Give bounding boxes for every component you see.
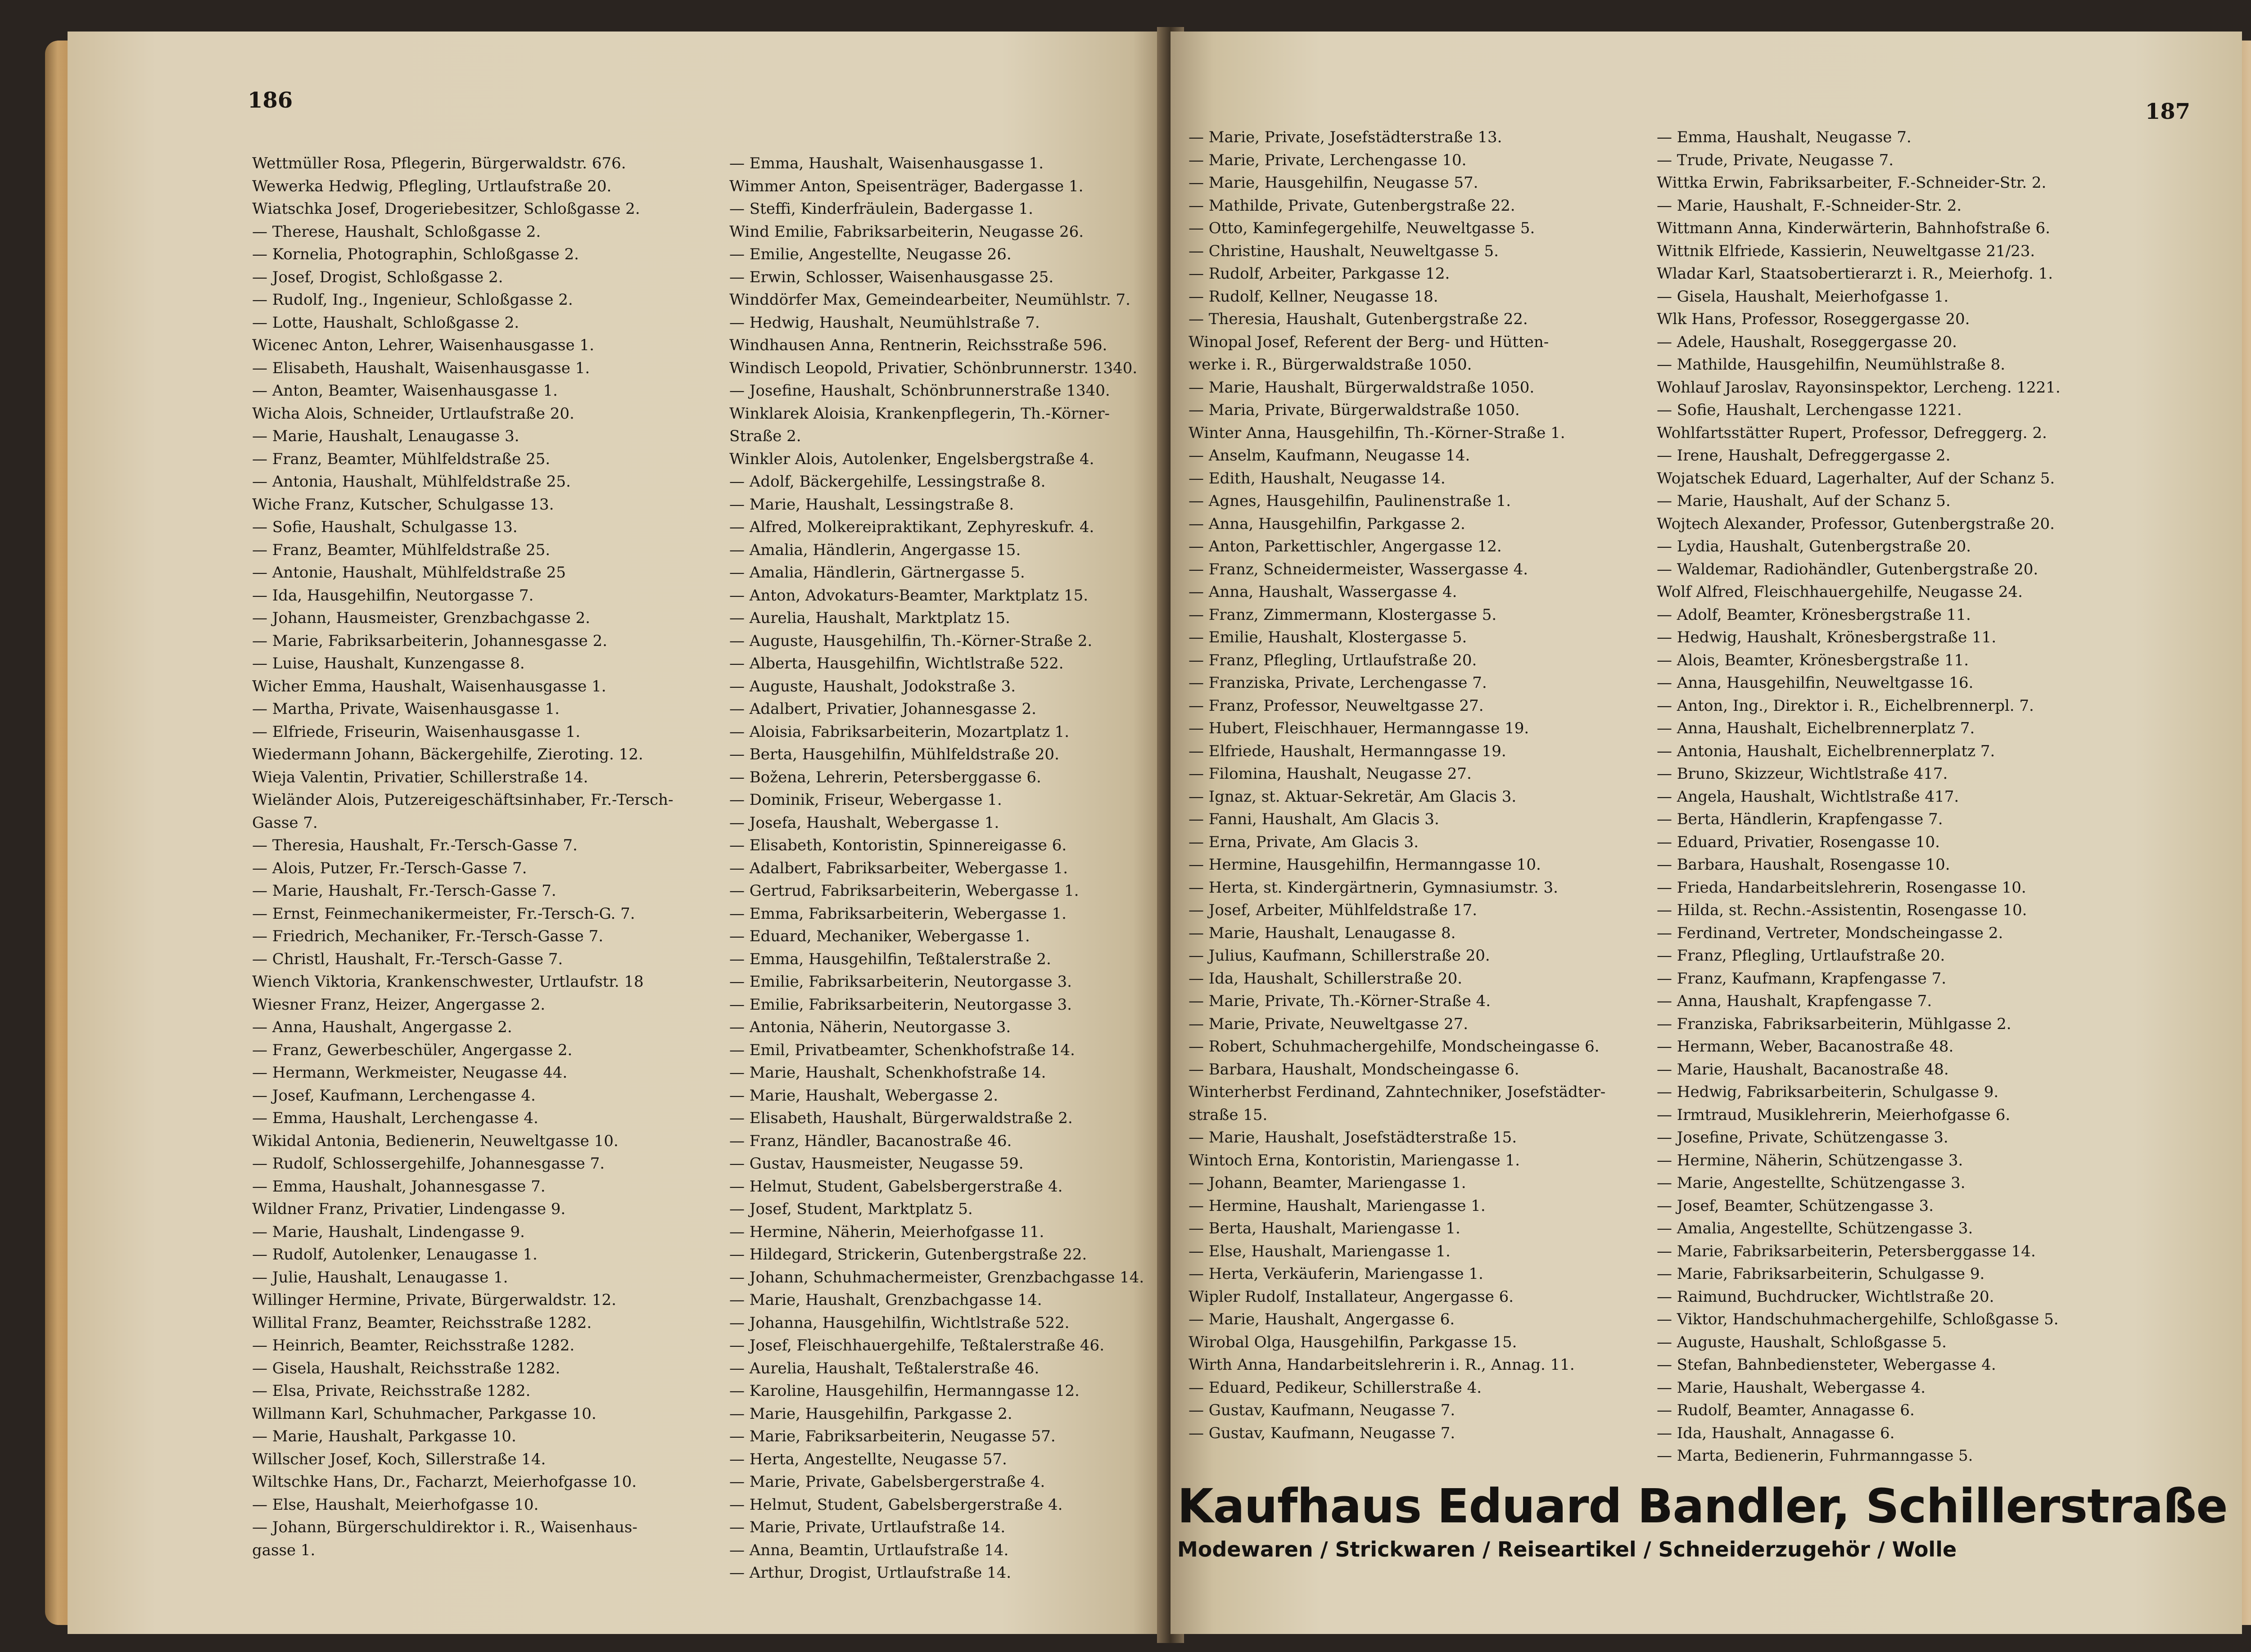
directory-entry: — Johann, Schuhmachermeister, Grenzbachgasse 14. — [729, 1268, 1144, 1286]
directory-entry: — Hilda, st. Rechn.-Assistentin, Rosengasse 10. — [1657, 901, 2027, 919]
directory-entry: — Elisabeth, Haushalt, Waisenhausgasse 1. — [252, 359, 590, 377]
directory-entry: — Emma, Hausgehilfin, Teßtalerstraße 2. — [729, 950, 1051, 968]
directory-entry: — Friedrich, Mechaniker, Fr.-Tersch-Gasse 7. — [252, 927, 604, 945]
directory-entry: — Adalbert, Fabriksarbeiter, Webergasse 1. — [729, 859, 1068, 877]
directory-entry: — Johann, Hausmeister, Grenzbachgasse 2. — [252, 609, 590, 627]
directory-entry: — Amalia, Händlerin, Angergasse 15. — [729, 541, 1021, 559]
directory-entry: — Marie, Haushalt, Fr.-Tersch-Gasse 7. — [252, 882, 556, 900]
directory-entry: Willital Franz, Beamter, Reichsstraße 1282. — [252, 1313, 592, 1332]
directory-entry: — Adalbert, Privatier, Johannesgasse 2. — [729, 700, 1036, 718]
directory-entry: — Marie, Private, Lerchengasse 10. — [1189, 151, 1467, 169]
directory-entry: — Antonia, Haushalt, Eichelbrennerplatz 7. — [1657, 742, 1995, 760]
directory-entry: — Rudolf, Ing., Ingenieur, Schloßgasse 2. — [252, 291, 573, 309]
directory-entry: — Gustav, Hausmeister, Neugasse 59. — [729, 1155, 1024, 1173]
directory-entry: Wind Emilie, Fabriksarbeiterin, Neugasse 26. — [729, 222, 1084, 241]
directory-entry: Wildner Franz, Privatier, Lindengasse 9. — [252, 1200, 566, 1218]
directory-entry: — Marta, Bedienerin, Fuhrmanngasse 5. — [1657, 1447, 1973, 1465]
directory-entry: — Emilie, Angestellte, Neugasse 26. — [729, 245, 1012, 263]
directory-entry: — Filomina, Haushalt, Neugasse 27. — [1189, 765, 1472, 783]
directory-entry: — Emma, Fabriksarbeiterin, Webergasse 1. — [729, 904, 1067, 923]
directory-entry: — Emma, Haushalt, Lerchengasse 4. — [252, 1109, 538, 1127]
directory-entry: — Franziska, Fabriksarbeiterin, Mühlgasse 2. — [1657, 1015, 2011, 1033]
directory-entry: — Emilie, Fabriksarbeiterin, Neutorgasse 3. — [729, 973, 1072, 991]
directory-entry: — Hermine, Hausgehilfin, Hermanngasse 10. — [1189, 856, 1541, 874]
directory-entry: — Rudolf, Kellner, Neugasse 18. — [1189, 287, 1438, 306]
directory-entry: Wikidal Antonia, Bedienerin, Neuweltgasse 10. — [252, 1132, 619, 1150]
directory-entry: — Franz, Pflegling, Urtlaufstraße 20. — [1657, 947, 1945, 965]
left-page-number: 186 — [248, 88, 293, 113]
directory-entry: — Anton, Beamter, Waisenhausgasse 1. — [252, 382, 558, 400]
directory-entry: — Ignaz, st. Aktuar-Sekretär, Am Glacis 3. — [1189, 787, 1517, 806]
directory-entry: — Waldemar, Radiohändler, Gutenbergstraße 20. — [1657, 560, 2039, 578]
directory-entry: — Franziska, Private, Lerchengasse 7. — [1189, 674, 1487, 692]
directory-entry: — Marie, Fabriksarbeiterin, Petersberggasse 14. — [1657, 1242, 2036, 1260]
directory-entry: — Anselm, Kaufmann, Neugasse 14. — [1189, 447, 1470, 465]
directory-entry: Wiesner Franz, Heizer, Angergasse 2. — [252, 995, 546, 1014]
directory-entry: — Elfriede, Friseurin, Waisenhausgasse 1. — [252, 722, 581, 741]
directory-entry: — Auguste, Haushalt, Jodokstraße 3. — [729, 677, 1016, 695]
directory-entry: — Gertrud, Fabriksarbeiterin, Webergasse 1. — [729, 882, 1079, 900]
directory-entry: — Alois, Beamter, Krönesbergstraße 11. — [1657, 651, 1969, 669]
directory-entry: — Luise, Haushalt, Kunzengasse 8. — [252, 654, 525, 673]
directory-entry: — Helmut, Student, Gabelsbergerstraße 4. — [729, 1495, 1063, 1514]
directory-entry: — Viktor, Handschuhmachergehilfe, Schloßgasse 5. — [1657, 1310, 2059, 1328]
directory-entry: — Emilie, Fabriksarbeiterin, Neutorgasse 3. — [729, 995, 1072, 1014]
directory-entry: Wewerka Hedwig, Pflegling, Urtlaufstraße 20. — [252, 177, 612, 195]
directory-entry: — Else, Haushalt, Mariengasse 1. — [1189, 1242, 1451, 1260]
directory-entry: — Marie, Haushalt, Parkgasse 10. — [252, 1427, 516, 1445]
directory-entry: — Marie, Fabriksarbeiterin, Neugasse 57. — [729, 1427, 1056, 1445]
directory-entry: Winterherbst Ferdinand, Zahntechniker, Josefstädter- — [1189, 1083, 1606, 1101]
directory-entry: — Ernst, Feinmechanikermeister, Fr.-Tersch-G. 7. — [252, 904, 635, 923]
directory-entry: — Adolf, Beamter, Krönesbergstraße 11. — [1657, 605, 1971, 624]
directory-entry: — Franz, Pflegling, Urtlaufstraße 20. — [1189, 651, 1477, 669]
directory-entry: Winklarek Aloisia, Krankenpflegerin, Th.-Körner- — [729, 404, 1110, 423]
directory-entry: — Hildegard, Strickerin, Gutenbergstraße 22. — [729, 1246, 1087, 1264]
directory-entry: — Josef, Drogist, Schloßgasse 2. — [252, 268, 503, 286]
directory-entry: — Sofie, Haushalt, Schulgasse 13. — [252, 518, 518, 536]
right-page-column-1 — [1189, 126, 1605, 1444]
directory-entry: — Josef, Kaufmann, Lerchengasse 4. — [252, 1086, 536, 1105]
directory-entry: — Hedwig, Haushalt, Neumühlstraße 7. — [729, 313, 1040, 332]
directory-entry: — Kornelia, Photographin, Schloßgasse 2. — [252, 245, 579, 263]
directory-entry: — Erna, Private, Am Glacis 3. — [1189, 833, 1419, 851]
directory-entry: — Antonia, Haushalt, Mühlfeldstraße 25. — [252, 473, 571, 491]
directory-entry: — Theresia, Haushalt, Fr.-Tersch-Gasse 7. — [252, 836, 578, 854]
directory-entry: — Auguste, Haushalt, Schloßgasse 5. — [1657, 1333, 1947, 1351]
directory-entry: Wiche Franz, Kutscher, Schulgasse 13. — [252, 495, 554, 514]
directory-entry: — Franz, Beamter, Mühlfeldstraße 25. — [252, 450, 551, 468]
directory-entry: — Ida, Haushalt, Annagasse 6. — [1657, 1424, 1895, 1442]
directory-entry: — Helmut, Student, Gabelsbergerstraße 4. — [729, 1177, 1063, 1196]
directory-entry: Willmann Karl, Schuhmacher, Parkgasse 10. — [252, 1404, 597, 1423]
directory-entry: — Johanna, Hausgehilfin, Wichtlstraße 522. — [729, 1313, 1070, 1332]
directory-entry: Wicha Alois, Schneider, Urtlaufstraße 20. — [252, 404, 574, 423]
directory-entry: Wicher Emma, Haushalt, Waisenhausgasse 1. — [252, 677, 606, 695]
directory-entry: — Anton, Parkettischler, Angergasse 12. — [1189, 537, 1502, 555]
directory-entry: — Josefine, Private, Schützengasse 3. — [1657, 1128, 1948, 1146]
directory-entry: Willscher Josef, Koch, Sillerstraße 14. — [252, 1450, 546, 1468]
right-page-column-2 — [1657, 126, 2061, 1467]
directory-entry: Willinger Hermine, Private, Bürgerwaldstr. 12. — [252, 1291, 616, 1309]
directory-entry: — Franz, Zimmermann, Klostergasse 5. — [1189, 605, 1497, 624]
directory-entry: Wintoch Erna, Kontoristin, Mariengasse 1. — [1189, 1151, 1520, 1169]
directory-entry: — Marie, Haushalt, Lenaugasse 8. — [1189, 924, 1456, 942]
directory-entry: — Marie, Haushalt, F.-Schneider-Str. 2. — [1657, 196, 1962, 215]
directory-entry: Straße 2. — [729, 427, 801, 445]
directory-entry: — Martha, Private, Waisenhausgasse 1. — [252, 700, 560, 718]
directory-entry: — Josef, Fleischhauergehilfe, Teßtalerstraße 46. — [729, 1336, 1104, 1354]
directory-entry: — Hermann, Werkmeister, Neugasse 44. — [252, 1064, 568, 1082]
directory-entry: — Anna, Beamtin, Urtlaufstraße 14. — [729, 1541, 1009, 1559]
directory-entry: — Angela, Haushalt, Wichtlstraße 417. — [1657, 787, 1959, 806]
directory-entry: — Hermine, Näherin, Meierhofgasse 11. — [729, 1223, 1044, 1241]
directory-entry: — Otto, Kaminfegergehilfe, Neuweltgasse 5. — [1189, 219, 1535, 237]
directory-entry: — Marie, Haushalt, Lenaugasse 3. — [252, 427, 520, 445]
directory-entry: — Robert, Schuhmachergehilfe, Mondscheingasse 6. — [1189, 1038, 1600, 1056]
directory-entry: Winkler Alois, Autolenker, Engelsbergstraße 4. — [729, 450, 1094, 468]
directory-entry: — Anna, Haushalt, Angergasse 2. — [252, 1018, 512, 1036]
directory-entry: — Sofie, Haushalt, Lerchengasse 1221. — [1657, 401, 1962, 419]
directory-entry: — Auguste, Hausgehilfin, Th.-Körner-Straße 2. — [729, 632, 1093, 650]
directory-entry: — Antonie, Haushalt, Mühlfeldstraße 25 — [252, 564, 566, 582]
directory-entry: — Johann, Bürgerschuldirektor i. R., Waisenhaus- — [252, 1518, 637, 1536]
directory-entry: — Marie, Hausgehilfin, Neugasse 57. — [1189, 174, 1478, 192]
directory-entry: Wohlfartsstätter Rupert, Professor, Defreggerg. 2. — [1657, 424, 2047, 442]
right-page-number: 187 — [2145, 99, 2191, 124]
directory-entry: — Emilie, Haushalt, Klostergasse 5. — [1189, 628, 1467, 646]
directory-entry: — Franz, Händler, Bacanostraße 46. — [729, 1132, 1012, 1150]
directory-entry: Wettmüller Rosa, Pflegerin, Bürgerwaldstr. 676. — [252, 154, 626, 172]
directory-entry: — Gustav, Kaufmann, Neugasse 7. — [1189, 1401, 1455, 1419]
directory-entry: straße 15. — [1189, 1106, 1268, 1124]
directory-entry: — Emil, Privatbeamter, Schenkhofstraße 14. — [729, 1041, 1075, 1059]
directory-entry: Wojatschek Eduard, Lagerhalter, Auf der Schanz 5. — [1657, 469, 2055, 487]
directory-entry: — Amalia, Angestellte, Schützengasse 3. — [1657, 1219, 1973, 1237]
directory-entry: — Hedwig, Haushalt, Krönesbergstraße 11. — [1657, 628, 1997, 646]
directory-entry: — Irmtraud, Musiklehrerin, Meierhofgasse 6. — [1657, 1106, 2011, 1124]
directory-entry: — Bruno, Skizzeur, Wichtlstraße 417. — [1657, 765, 1948, 783]
directory-entry: — Josefa, Haushalt, Webergasse 1. — [729, 813, 999, 832]
directory-entry: Winopal Josef, Referent der Berg- und Hütten- — [1189, 333, 1549, 351]
directory-entry: — Erwin, Schlosser, Waisenhausgasse 25. — [729, 268, 1054, 286]
directory-entry: — Marie, Private, Urtlaufstraße 14. — [729, 1518, 1006, 1536]
directory-entry: — Aloisia, Fabriksarbeiterin, Mozartplatz 1. — [729, 722, 1070, 741]
directory-entry: — Elfriede, Haushalt, Hermanngasse 19. — [1189, 742, 1506, 760]
directory-entry: — Anna, Haushalt, Wassergasse 4. — [1189, 583, 1457, 601]
directory-entry: — Amalia, Händlerin, Gärtnergasse 5. — [729, 564, 1025, 582]
directory-entry: — Emma, Haushalt, Neugasse 7. — [1657, 128, 1912, 146]
directory-entry: — Christine, Haushalt, Neuweltgasse 5. — [1189, 242, 1499, 260]
directory-entry: — Lotte, Haushalt, Schloßgasse 2. — [252, 313, 520, 332]
advertisement-subtitle: Modewaren / Strickwaren / Reiseartikel / Schneiderzugehör / Wolle — [1177, 1537, 1957, 1562]
directory-entry: — Marie, Fabriksarbeiterin, Schulgasse 9. — [1657, 1265, 1985, 1283]
directory-entry: Wirth Anna, Handarbeitslehrerin i. R., Annag. 11. — [1189, 1356, 1575, 1374]
directory-entry: — Marie, Fabriksarbeiterin, Johannesgasse 2. — [252, 632, 607, 650]
directory-entry: — Arthur, Drogist, Urtlaufstraße 14. — [729, 1564, 1012, 1582]
directory-entry: Wohlauf Jaroslav, Rayonsinspektor, Lercheng. 1221. — [1657, 378, 2061, 397]
directory-entry: — Božena, Lehrerin, Petersberggasse 6. — [729, 768, 1041, 786]
directory-entry: — Ferdinand, Vertreter, Mondscheingasse 2. — [1657, 924, 2003, 942]
directory-entry: — Franz, Kaufmann, Krapfengasse 7. — [1657, 969, 1947, 988]
directory-entry: Wlk Hans, Professor, Roseggergasse 20. — [1657, 310, 1970, 328]
directory-entry: — Hedwig, Fabriksarbeiterin, Schulgasse 9. — [1657, 1083, 1999, 1101]
directory-entry: — Marie, Angestellte, Schützengasse 3. — [1657, 1174, 1966, 1192]
directory-entry: Wladar Karl, Staatsobertierarzt i. R., Meierhofg. 1. — [1657, 265, 2053, 283]
directory-entry: — Steffi, Kinderfräulein, Badergasse 1. — [729, 200, 1033, 218]
directory-entry: — Herta, Verkäuferin, Mariengasse 1. — [1189, 1265, 1483, 1283]
directory-entry: Windisch Leopold, Privatier, Schönbrunnerstr. 1340. — [729, 359, 1138, 377]
directory-entry: — Rudolf, Schlossergehilfe, Johannesgasse 7. — [252, 1155, 605, 1173]
directory-entry: — Josef, Student, Marktplatz 5. — [729, 1200, 973, 1218]
directory-entry: — Marie, Haushalt, Webergasse 4. — [1657, 1378, 1926, 1397]
directory-entry: — Edith, Haushalt, Neugasse 14. — [1189, 469, 1446, 487]
directory-entry: — Alberta, Hausgehilfin, Wichtlstraße 522. — [729, 654, 1064, 673]
directory-entry: — Agnes, Hausgehilfin, Paulinenstraße 1. — [1189, 492, 1511, 510]
directory-entry: — Julie, Haushalt, Lenaugasse 1. — [252, 1268, 508, 1286]
directory-entry: — Mathilde, Private, Gutenbergstraße 22. — [1189, 196, 1515, 215]
left-page-column-1 — [252, 152, 673, 1562]
directory-entry: — Heinrich, Beamter, Reichsstraße 1282. — [252, 1336, 575, 1354]
directory-entry: — Marie, Haushalt, Lessingstraße 8. — [729, 495, 1014, 514]
directory-entry: — Rudolf, Beamter, Annagasse 6. — [1657, 1401, 1915, 1419]
directory-entry: Wirobal Olga, Hausgehilfin, Parkgasse 15. — [1189, 1333, 1517, 1351]
directory-entry: — Marie, Haushalt, Angergasse 6. — [1189, 1310, 1455, 1328]
directory-entry: — Johann, Beamter, Mariengasse 1. — [1189, 1174, 1466, 1192]
directory-entry: — Eduard, Privatier, Rosengasse 10. — [1657, 833, 1940, 851]
directory-entry: — Theresia, Haushalt, Gutenbergstraße 22. — [1189, 310, 1528, 328]
directory-entry: Wittmann Anna, Kinderwärterin, Bahnhofstraße 6. — [1657, 219, 2050, 237]
directory-entry: — Eduard, Mechaniker, Webergasse 1. — [729, 927, 1030, 945]
directory-entry: Wiedermann Johann, Bäckergehilfe, Zieroting. 12. — [252, 745, 643, 763]
directory-entry: — Adele, Haushalt, Roseggergasse 20. — [1657, 333, 1957, 351]
directory-entry: — Anton, Advokaturs-Beamter, Marktplatz 15. — [729, 586, 1089, 605]
directory-entry: — Franz, Gewerbeschüler, Angergasse 2. — [252, 1041, 573, 1059]
directory-entry: — Therese, Haushalt, Schloßgasse 2. — [252, 222, 541, 241]
directory-entry: — Marie, Haushalt, Bürgerwaldstraße 1050. — [1189, 378, 1535, 397]
directory-entry: — Hermann, Weber, Bacanostraße 48. — [1657, 1038, 1954, 1056]
directory-entry: — Adolf, Bäckergehilfe, Lessingstraße 8. — [729, 473, 1046, 491]
directory-entry: — Mathilde, Hausgehilfin, Neumühlstraße 8. — [1657, 356, 2006, 374]
advertisement-title: Kaufhaus Eduard Bandler, Schillerstraße — [1177, 1479, 2228, 1534]
directory-entry: — Aurelia, Haushalt, Teßtalerstraße 46. — [729, 1359, 1040, 1377]
directory-entry: — Marie, Private, Neuweltgasse 27. — [1189, 1015, 1469, 1033]
directory-entry: — Marie, Private, Gabelsbergerstraße 4. — [729, 1473, 1045, 1491]
directory-entry: — Frieda, Handarbeitslehrerin, Rosengasse 10. — [1657, 878, 2026, 897]
directory-entry: — Marie, Hausgehilfin, Parkgasse 2. — [729, 1404, 1012, 1423]
directory-entry: — Marie, Haushalt, Josefstädterstraße 15. — [1189, 1128, 1517, 1146]
directory-entry: — Franz, Schneidermeister, Wassergasse 4. — [1189, 560, 1528, 578]
directory-entry: Wimmer Anton, Speisenträger, Badergasse 1. — [729, 177, 1084, 195]
directory-entry: — Marie, Haushalt, Grenzbachgasse 14. — [729, 1291, 1042, 1309]
directory-entry: — Anna, Hausgehilfin, Parkgasse 2. — [1189, 515, 1465, 533]
directory-entry: — Marie, Private, Th.-Körner-Straße 4. — [1189, 992, 1491, 1010]
directory-entry: — Rudolf, Arbeiter, Parkgasse 12. — [1189, 265, 1450, 283]
directory-entry: — Hermine, Haushalt, Mariengasse 1. — [1189, 1196, 1486, 1215]
directory-entry: — Gustav, Kaufmann, Neugasse 7. — [1189, 1424, 1455, 1442]
directory-entry: — Marie, Haushalt, Auf der Schanz 5. — [1657, 492, 1951, 510]
directory-entry: — Dominik, Friseur, Webergasse 1. — [729, 791, 1002, 809]
directory-entry: — Raimund, Buchdrucker, Wichtlstraße 20. — [1657, 1287, 1994, 1306]
directory-entry: — Herta, Angestellte, Neugasse 57. — [729, 1450, 1007, 1468]
directory-entry: — Gisela, Haushalt, Meierhofgasse 1. — [1657, 287, 1949, 306]
left-page-column-2 — [729, 152, 1144, 1584]
directory-entry: — Berta, Hausgehilfin, Mühlfeldstraße 20. — [729, 745, 1059, 763]
directory-entry: — Marie, Haushalt, Bacanostraße 48. — [1657, 1060, 1949, 1079]
directory-entry: — Ida, Hausgehilfin, Neutorgasse 7. — [252, 586, 534, 605]
directory-entry: werke i. R., Bürgerwaldstraße 1050. — [1189, 356, 1472, 374]
directory-entry: — Barbara, Haushalt, Mondscheingasse 6. — [1189, 1060, 1519, 1079]
directory-entry: — Alois, Putzer, Fr.-Tersch-Gasse 7. — [252, 859, 527, 877]
directory-entry: Wicenec Anton, Lehrer, Waisenhausgasse 1. — [252, 336, 594, 354]
directory-entry: Wittnik Elfriede, Kassierin, Neuweltgasse 21/23. — [1657, 242, 2035, 260]
directory-entry: Winter Anna, Hausgehilfin, Th.-Körner-Straße 1. — [1189, 424, 1565, 442]
directory-entry: — Anna, Haushalt, Krapfengasse 7. — [1657, 992, 1932, 1010]
directory-entry: Windhausen Anna, Rentnerin, Reichsstraße 596. — [729, 336, 1107, 354]
right-page — [1171, 32, 2242, 1634]
directory-entry: Wipler Rudolf, Installateur, Angergasse 6. — [1189, 1287, 1514, 1306]
directory-entry: — Emma, Haushalt, Johannesgasse 7. — [252, 1177, 546, 1196]
directory-entry: — Alfred, Molkereipraktikant, Zephyreskufr. 4. — [729, 518, 1094, 536]
directory-entry: — Elisabeth, Kontoristin, Spinnereigasse 6. — [729, 836, 1067, 854]
directory-entry: Wieja Valentin, Privatier, Schillerstraße 14. — [252, 768, 588, 786]
directory-entry: Wolf Alfred, Fleischhauergehilfe, Neugasse 24. — [1657, 583, 2023, 601]
directory-entry: — Aurelia, Haushalt, Marktplatz 15. — [729, 609, 1010, 627]
directory-entry: — Emma, Haushalt, Waisenhausgasse 1. — [729, 154, 1044, 172]
directory-entry: — Christl, Haushalt, Fr.-Tersch-Gasse 7. — [252, 950, 563, 968]
directory-entry: — Anna, Hausgehilfin, Neuweltgasse 16. — [1657, 674, 1974, 692]
directory-entry: — Antonia, Näherin, Neutorgasse 3. — [729, 1018, 1011, 1036]
directory-entry: — Franz, Beamter, Mühlfeldstraße 25. — [252, 541, 551, 559]
directory-entry: — Lydia, Haushalt, Gutenbergstraße 20. — [1657, 537, 1971, 555]
directory-entry: — Karoline, Hausgehilfin, Hermanngasse 12. — [729, 1382, 1080, 1400]
directory-entry: — Marie, Private, Josefstädterstraße 13. — [1189, 128, 1502, 146]
directory-entry: — Fanni, Haushalt, Am Glacis 3. — [1189, 810, 1439, 828]
directory-entry: Wojtech Alexander, Professor, Gutenbergstraße 20. — [1657, 515, 2055, 533]
directory-entry: — Marie, Haushalt, Webergasse 2. — [729, 1086, 999, 1105]
directory-entry: — Hubert, Fleischhauer, Hermanngasse 19. — [1189, 719, 1529, 737]
directory-entry: — Marie, Haushalt, Lindengasse 9. — [252, 1223, 525, 1241]
directory-entry: — Stefan, Bahnbediensteter, Webergasse 4. — [1657, 1356, 1996, 1374]
directory-entry: — Elisabeth, Haushalt, Bürgerwaldstraße 2. — [729, 1109, 1073, 1127]
directory-entry: Winddörfer Max, Gemeindearbeiter, Neumühlstr. 7. — [729, 291, 1130, 309]
directory-entry: Wiench Viktoria, Krankenschwester, Urtlaufstr. 18 — [252, 973, 644, 991]
directory-entry: — Elsa, Private, Reichsstraße 1282. — [252, 1382, 531, 1400]
directory-entry: Wiltschke Hans, Dr., Facharzt, Meierhofgasse 10. — [252, 1473, 637, 1491]
directory-entry: — Hermine, Näherin, Schützengasse 3. — [1657, 1151, 1963, 1169]
directory-entry: — Franz, Professor, Neuweltgasse 27. — [1189, 696, 1484, 715]
directory-entry: — Josefine, Haushalt, Schönbrunnerstraße 1340. — [729, 382, 1110, 400]
directory-entry: — Else, Haushalt, Meierhofgasse 10. — [252, 1495, 539, 1514]
directory-entry: — Rudolf, Autolenker, Lenaugasse 1. — [252, 1246, 538, 1264]
directory-entry: — Herta, st. Kindergärtnerin, Gymnasiumstr. 3. — [1189, 878, 1558, 897]
directory-entry: — Josef, Arbeiter, Mühlfeldstraße 17. — [1189, 901, 1478, 919]
directory-entry: Gasse 7. — [252, 813, 318, 832]
directory-entry: Wieländer Alois, Putzereigeschäftsinhaber, Fr.-Tersch- — [252, 791, 673, 809]
directory-entry: — Irene, Haushalt, Defreggergasse 2. — [1657, 447, 1951, 465]
directory-entry: Wittka Erwin, Fabriksarbeiter, F.-Schneider-Str. 2. — [1657, 174, 2047, 192]
directory-entry: — Berta, Händlerin, Krapfengasse 7. — [1657, 810, 1943, 828]
directory-entry: — Anna, Haushalt, Eichelbrennerplatz 7. — [1657, 719, 1975, 737]
directory-entry: — Berta, Haushalt, Mariengasse 1. — [1189, 1219, 1460, 1237]
directory-entry: — Marie, Haushalt, Schenkhofstraße 14. — [729, 1064, 1046, 1082]
directory-entry: — Ida, Haushalt, Schillerstraße 20. — [1189, 969, 1463, 988]
directory-entry: — Eduard, Pedikeur, Schillerstraße 4. — [1189, 1378, 1482, 1397]
directory-entry: — Anton, Ing., Direktor i. R., Eichelbrennerpl. 7. — [1657, 696, 2034, 715]
left-page — [68, 32, 1166, 1634]
directory-entry: — Barbara, Haushalt, Rosengasse 10. — [1657, 856, 1950, 874]
directory-entry: gasse 1. — [252, 1541, 316, 1559]
directory-entry: Wiatschka Josef, Drogeriebesitzer, Schloßgasse 2. — [252, 200, 640, 218]
directory-entry: — Gisela, Haushalt, Reichsstraße 1282. — [252, 1359, 560, 1377]
directory-entry: — Julius, Kaufmann, Schillerstraße 20. — [1189, 947, 1490, 965]
directory-entry: — Josef, Beamter, Schützengasse 3. — [1657, 1196, 1934, 1215]
directory-entry: — Maria, Private, Bürgerwaldstraße 1050. — [1189, 401, 1520, 419]
directory-entry: — Trude, Private, Neugasse 7. — [1657, 151, 1894, 169]
